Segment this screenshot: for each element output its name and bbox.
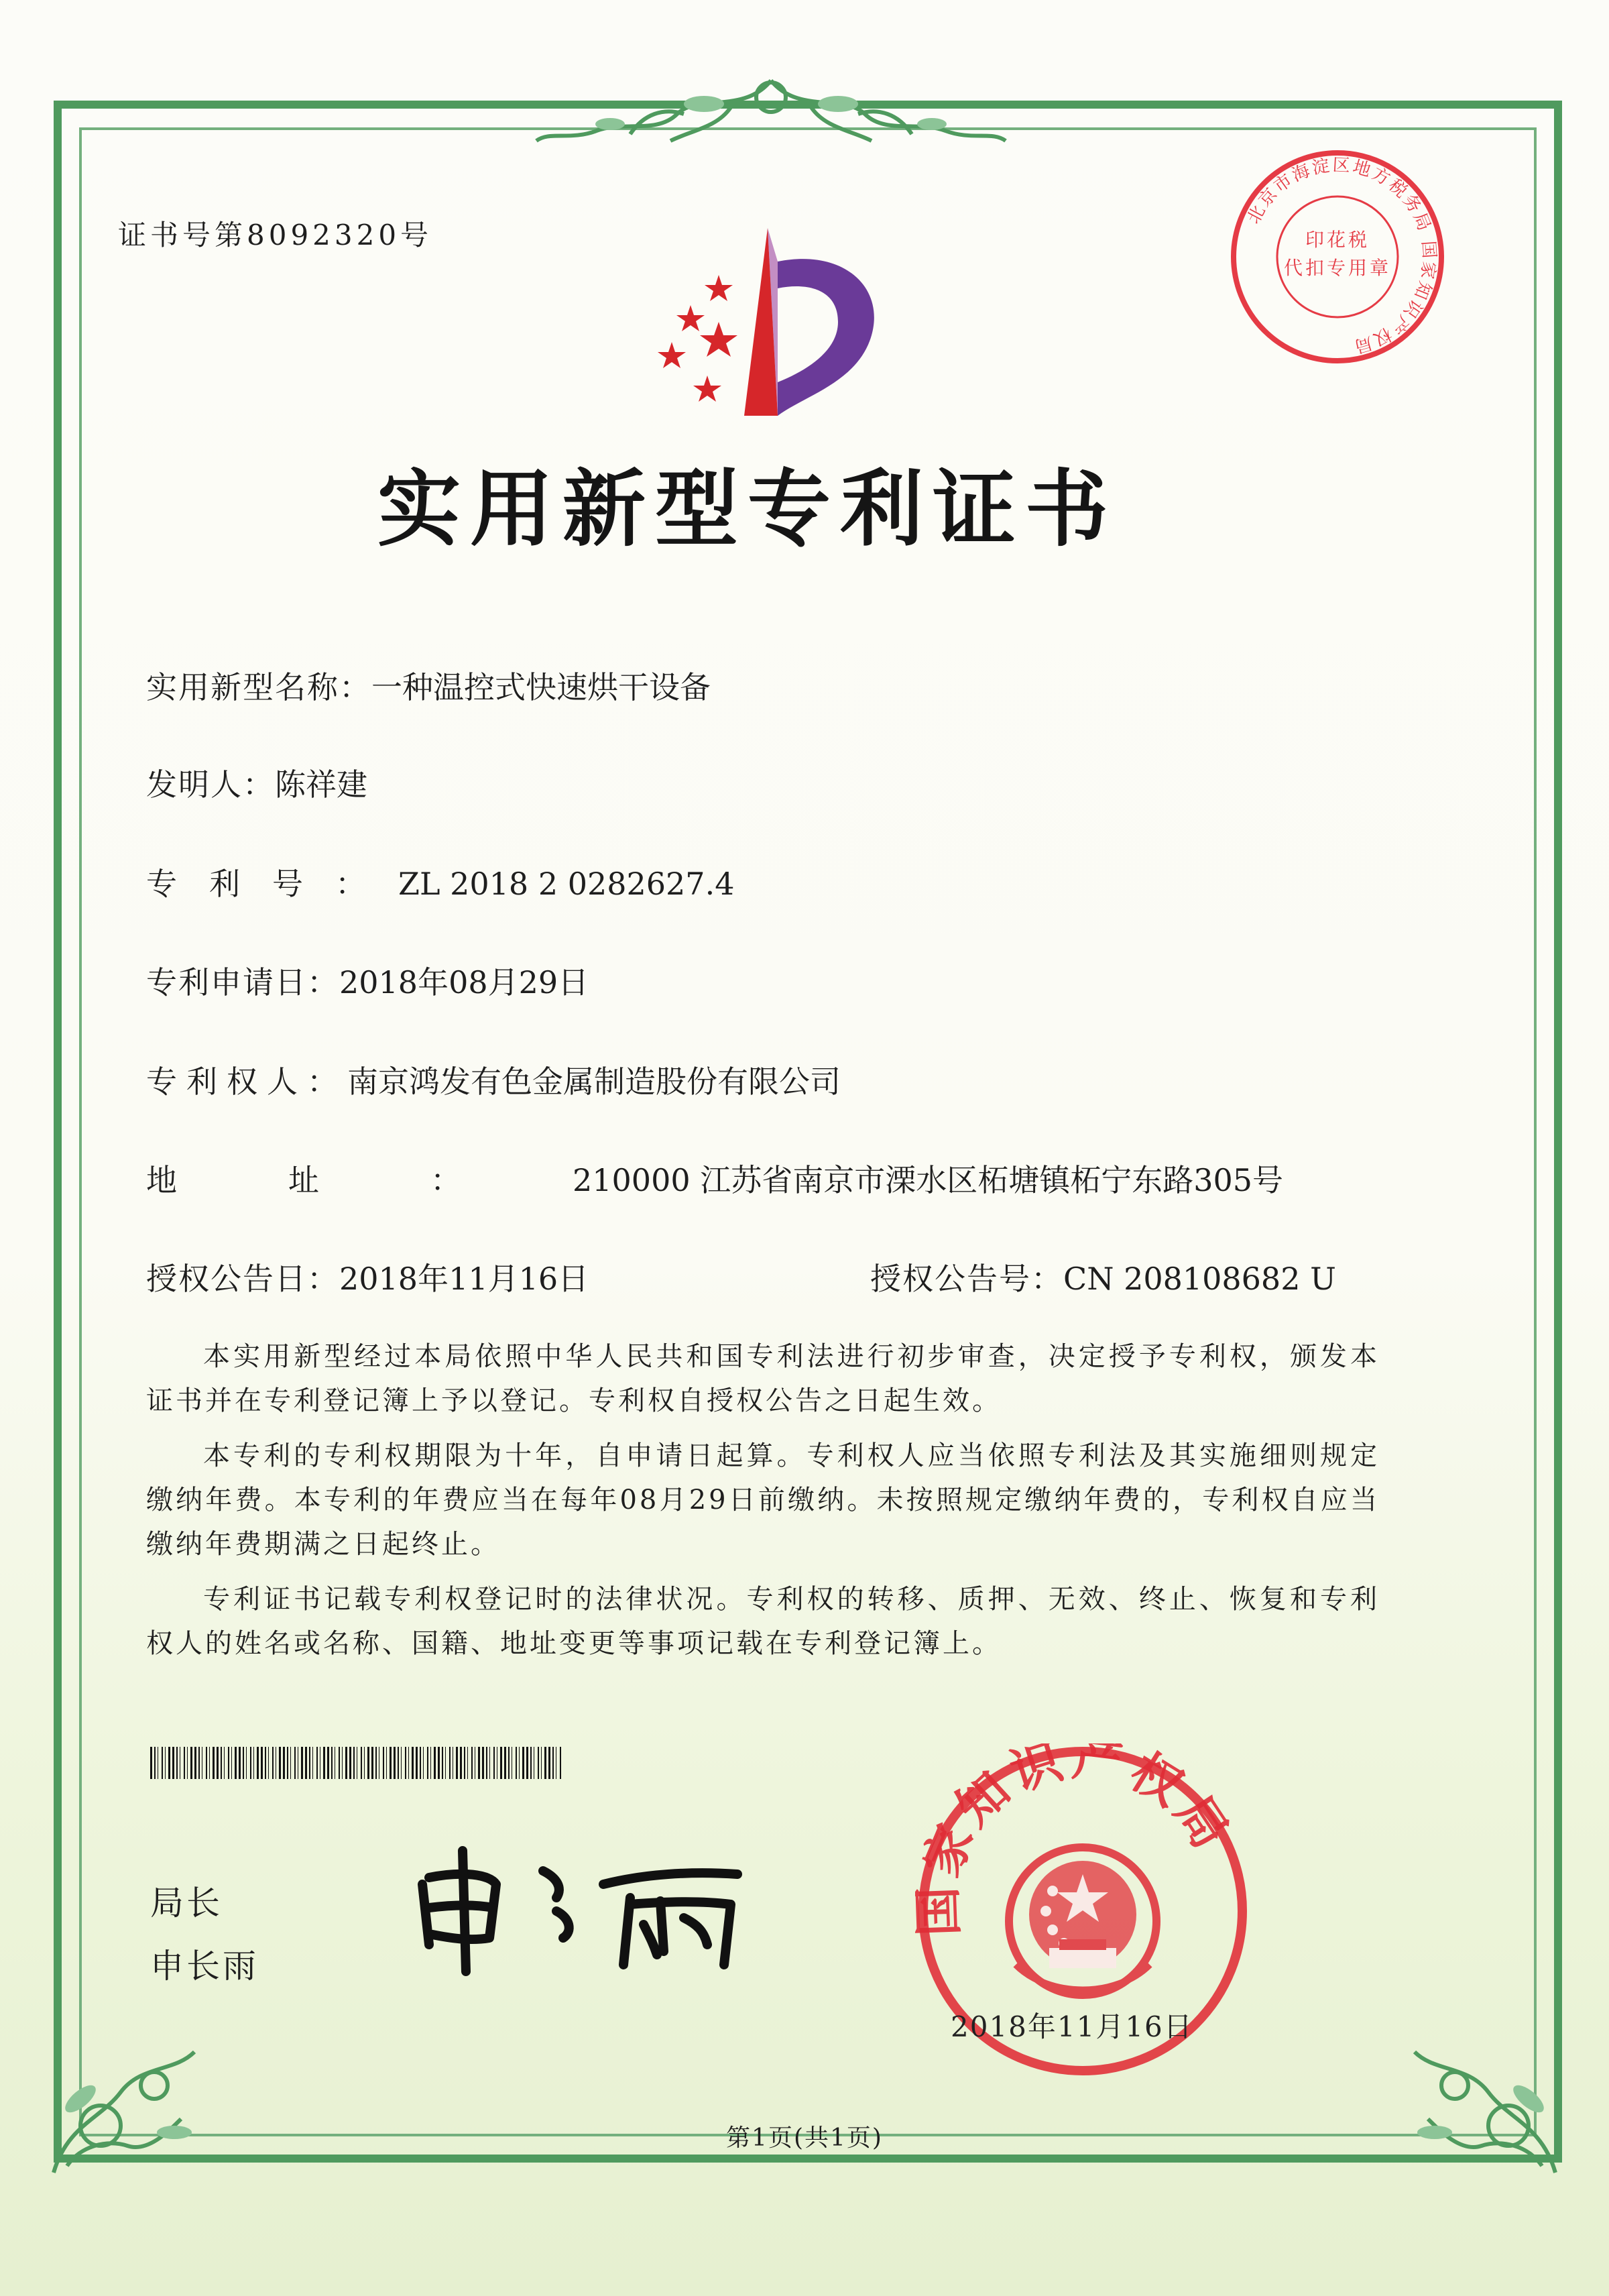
row-application-date [146, 962, 589, 1002]
barcode-bar [522, 1747, 524, 1779]
barcode-bar [257, 1747, 259, 1779]
barcode-bar [493, 1747, 495, 1779]
barcode-bar [228, 1747, 229, 1779]
national-emblem [1009, 1847, 1156, 1995]
barcode-bar [316, 1747, 318, 1779]
barcode-bar [526, 1747, 528, 1779]
barcode-bar [371, 1747, 373, 1779]
barcode-bar [290, 1747, 291, 1779]
barcode-bar [367, 1747, 369, 1779]
barcode-bar [560, 1747, 561, 1779]
barcode-bar [438, 1747, 440, 1779]
label-patent-number: 专利号： [146, 866, 398, 902]
barcode-bar [165, 1747, 166, 1779]
seal-date: 2018年11月16日 [951, 2010, 1193, 2043]
barcode-bar [390, 1747, 392, 1779]
barcode-bar [398, 1747, 399, 1779]
barcode-bar [489, 1747, 490, 1779]
row-patentee [146, 1061, 841, 1102]
value-address: 210000 江苏省南京市溧水区柘塘镇柘宁东路305号 [573, 1162, 1284, 1198]
label-patentee: 专利权人： [146, 1064, 347, 1100]
barcode-bar [420, 1747, 421, 1779]
barcode-bar [339, 1747, 340, 1779]
barcode-bar [331, 1747, 333, 1779]
barcode-bar [246, 1747, 247, 1779]
label-utility-model-name: 实用新型名称： [146, 669, 371, 705]
value-patent-number: ZL 2018 2 0282627.4 [398, 866, 735, 902]
barcode-bar [150, 1747, 152, 1779]
tax-stamp-line-2: 代扣专用章 [1283, 257, 1391, 279]
patent-office-logo [644, 221, 898, 422]
inner-border [79, 127, 1537, 2136]
top-ornament [530, 67, 1012, 161]
row-patent-number [146, 864, 734, 904]
value-application-date: 2018年08月29日 [339, 964, 589, 1000]
row-address [146, 1160, 1283, 1200]
barcode-bar [405, 1747, 406, 1779]
label-grant-number: 授权公告号： [870, 1261, 1063, 1297]
page-number: 第1页(共1页) [726, 2124, 883, 2152]
barcode-bar [383, 1747, 384, 1779]
barcode-bar [253, 1747, 254, 1779]
director-signature [402, 1837, 778, 1985]
barcode-bar [162, 1747, 163, 1779]
barcode-bar [154, 1747, 156, 1779]
barcode-bar [460, 1747, 462, 1779]
barcode-bar [198, 1747, 200, 1779]
value-grant-date: 2018年11月16日 [339, 1261, 589, 1297]
barcode-bar [386, 1747, 387, 1779]
barcode-bar [519, 1747, 520, 1779]
barcode-bar [312, 1747, 313, 1779]
barcode-bar [279, 1747, 281, 1779]
barcode-bar [221, 1747, 222, 1779]
paragraph-2-text: 本专利的专利权期限为十年，自申请日起算。专利权人应当依照专利法及其实施细则规定缴纳年费。本专利的年费应当在每年08月29日前缴纳。未按照规定缴纳年费的，专利权自应当缴纳年费期满之日起终止。 [146, 1440, 1380, 1560]
barcode-bar [353, 1747, 355, 1779]
barcode-bar [434, 1747, 436, 1779]
barcode-bar [206, 1747, 207, 1779]
barcode-bar [323, 1747, 325, 1779]
barcode-bar [427, 1747, 428, 1779]
barcode-bar [449, 1747, 451, 1779]
logo-star [700, 322, 737, 357]
barcode-bar [213, 1747, 215, 1779]
paragraph-1-text: 本实用新型经过本局依照中华人民共和国专利法进行初步审查，决定授予专利权，颁发本证书并在专利登记簿上予以登记。专利权自授权公告之日起生效。 [146, 1341, 1380, 1416]
barcode-bar [467, 1747, 468, 1779]
barcode-bar [412, 1747, 414, 1779]
barcode-bar [486, 1747, 487, 1779]
paragraph-1 [146, 1334, 1380, 1423]
barcode-bar [361, 1747, 362, 1779]
barcode-bar [305, 1747, 307, 1779]
barcode-bar [548, 1747, 550, 1779]
barcode-bar [516, 1747, 517, 1779]
barcode-bar [235, 1747, 237, 1779]
barcode-bar [394, 1747, 396, 1779]
seal-ring-text: 家知识产权局 [915, 1743, 1242, 1885]
label-grant-date: 授权公告日： [146, 1261, 339, 1297]
barcode-bar [268, 1747, 269, 1779]
barcode-bar [416, 1747, 418, 1779]
barcode-bar [294, 1747, 296, 1779]
corner-ornament-right [1368, 2012, 1569, 2179]
barcode-bar [442, 1747, 443, 1779]
barcode-bar [224, 1747, 225, 1779]
logo-star [658, 342, 686, 368]
barcode-bar [504, 1747, 506, 1779]
value-patentee: 南京鸿发有色金属制造股份有限公司 [347, 1064, 841, 1100]
certificate-number: 证书号第8092320号 [118, 219, 433, 251]
label-application-date: 专利申请日： [146, 964, 339, 1000]
barcode-bar [187, 1747, 188, 1779]
barcode-bar [408, 1747, 409, 1779]
barcode-bar [309, 1747, 310, 1779]
barcode-bar [209, 1747, 210, 1779]
barcode-bar [217, 1747, 219, 1779]
value-utility-model-name: 一种温控式快速烘干设备 [371, 669, 711, 705]
barcode-bar [456, 1747, 458, 1779]
barcode-bar [261, 1747, 263, 1779]
tax-stamp-line-1: 印花税 [1305, 229, 1370, 251]
barcode-bar [364, 1747, 365, 1779]
logo-star [705, 275, 733, 301]
barcode-bar [349, 1747, 351, 1779]
paragraph-3 [146, 1577, 1380, 1666]
tax-stamp-ring-text: 北京市海淀区地方税务局 国家知识产权局 [1243, 155, 1439, 357]
value-grant-number: CN 208108682 U [1063, 1261, 1336, 1297]
barcode-bar [190, 1747, 192, 1779]
tax-stamp [1227, 146, 1448, 367]
row-grant-number [870, 1259, 1336, 1299]
row-utility-model-name [146, 667, 711, 707]
value-inventor: 陈祥建 [275, 766, 367, 803]
barcode-bar [287, 1747, 288, 1779]
barcode [150, 1747, 562, 1779]
barcode-bar [301, 1747, 303, 1779]
barcode-bar [478, 1747, 480, 1779]
barcode-bar [283, 1747, 285, 1779]
logo-star [676, 305, 705, 331]
director-name: 申长雨 [150, 1947, 259, 1986]
barcode-bar [345, 1747, 347, 1779]
barcode-bar [231, 1747, 232, 1779]
logo-star [693, 376, 721, 402]
barcode-bar [530, 1747, 532, 1779]
barcode-bar [168, 1747, 170, 1779]
corner-ornament-left [40, 2012, 241, 2179]
barcode-bar [176, 1747, 178, 1779]
barcode-bar [401, 1747, 402, 1779]
label-address: 地址： [146, 1162, 573, 1198]
barcode-bar [272, 1747, 274, 1779]
barcode-bar [194, 1747, 196, 1779]
barcode-bar [342, 1747, 343, 1779]
barcode-bar [500, 1747, 502, 1779]
barcode-bar [327, 1747, 329, 1779]
label-inventor: 发明人： [146, 766, 275, 803]
barcode-bar [239, 1747, 241, 1779]
barcode-bar [445, 1747, 446, 1779]
barcode-bar [482, 1747, 484, 1779]
director-title: 局长 [150, 1884, 223, 1922]
barcode-bar [538, 1747, 539, 1779]
barcode-bar [430, 1747, 431, 1779]
barcode-bar [172, 1747, 174, 1779]
row-grant-date [146, 1259, 589, 1299]
barcode-bar [423, 1747, 424, 1779]
barcode-bar [250, 1747, 251, 1779]
paragraph-2 [146, 1434, 1380, 1566]
barcode-bar [541, 1747, 542, 1779]
barcode-bar [508, 1747, 510, 1779]
barcode-bar [265, 1747, 266, 1779]
row-inventor [146, 764, 367, 805]
barcode-bar [544, 1747, 546, 1779]
paragraph-3-text: 专利证书记载专利权登记时的法律状况。专利权的转移、质押、无效、终止、恢复和专利权人的姓名或名称、国籍、地址变更等事项记载在专利登记簿上。 [146, 1584, 1380, 1659]
certificate-title: 实用新型专利证书 [377, 461, 1118, 558]
barcode-bar [375, 1747, 377, 1779]
barcode-bar [184, 1747, 185, 1779]
barcode-bar [243, 1747, 244, 1779]
barcode-bar [552, 1747, 554, 1779]
barcode-bar [471, 1747, 473, 1779]
barcode-bar [464, 1747, 465, 1779]
